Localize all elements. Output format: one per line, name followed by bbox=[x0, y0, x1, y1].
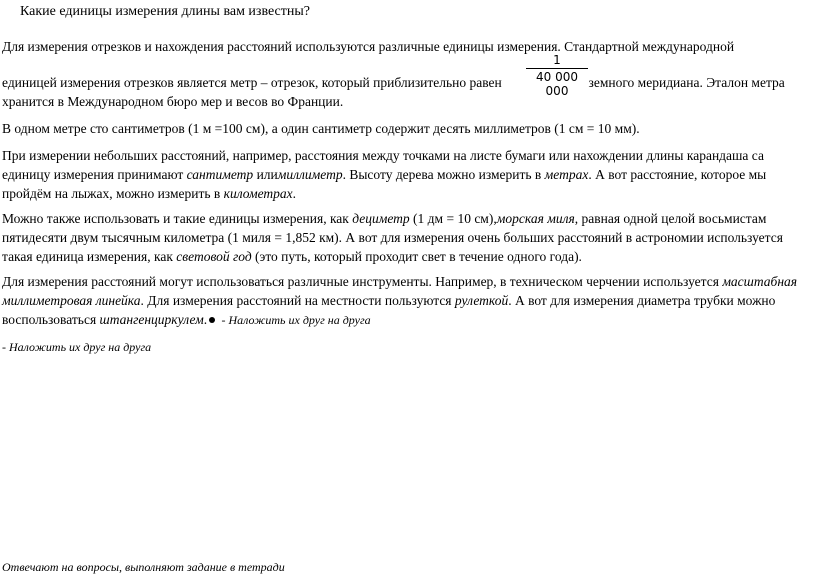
paragraph-meter-line2 bbox=[0, 73, 814, 92]
p3-text-b: или bbox=[253, 167, 278, 182]
term-meters: метрах bbox=[544, 167, 589, 182]
fraction-denominator: 40 000 000 bbox=[536, 70, 578, 98]
p4-text-d: (это путь, который проходит свет в течение одного года). bbox=[251, 249, 582, 264]
p3-text-e: . bbox=[292, 186, 297, 201]
paragraph-meter-line1: Для измерения отрезков и нахождения расстояний используются различные единицы измерения. Стандартной международной bbox=[2, 39, 735, 54]
paragraph-other-units bbox=[0, 209, 814, 266]
term-kilometers: километрах bbox=[223, 186, 293, 201]
term-millimeter: миллиметр bbox=[277, 167, 343, 182]
meter-text-b: земного меридиана. Эталон метра bbox=[588, 75, 785, 90]
p5-text-a: Для измерения расстояний могут использоваться различные инструменты. Например, в техническом черчении используется bbox=[2, 274, 723, 289]
term-tape-measure: рулеткой bbox=[454, 293, 509, 308]
question-title: Какие единицы измерения длины вам известны? bbox=[20, 4, 310, 19]
bullet-icon bbox=[209, 317, 215, 323]
p3-text-d: . А вот расстояние, которое мы пройдём на лыжах, можно измерить в bbox=[2, 167, 767, 201]
p4-text-a: Можно также использовать и такие единицы измерения, как bbox=[2, 211, 353, 226]
p3-text-a: При измерении небольших расстояний, например, расстояния между точками на листе бумаги или нахождении длины карандаша са единицу измерения принимают bbox=[2, 148, 764, 182]
instruction-note: - Наложить их друг на друга bbox=[221, 313, 371, 327]
fraction-bar bbox=[526, 68, 588, 69]
term-light-year: световой год bbox=[176, 249, 252, 264]
paragraph-instruments bbox=[0, 272, 814, 330]
p4-text-c: , равная одной целой восьмистам пятидесяти двум тысячным километра (1 миля = 1,852 км). А вот для измерения очень больших расстояний в астрономии используется такая единица измерения, как bbox=[2, 211, 783, 264]
p4-text-b: (1 дм = 10 см), bbox=[409, 211, 497, 226]
p5-text-b: . Для измерения расстояний на местности пользуются bbox=[140, 293, 455, 308]
fraction-numerator: 1 bbox=[553, 53, 561, 67]
paragraph-small-distances bbox=[0, 146, 814, 203]
term-nautical-mile: морская миля bbox=[496, 211, 575, 226]
footer-note: Отвечают на вопросы, выполняют задание в тетради bbox=[2, 560, 285, 574]
meter-text-a: единицей измерения отрезков является метр – отрезок, который приблизительно равен bbox=[2, 75, 502, 90]
p5-text-c: . А вот для измерения диаметра трубки можно воспользоваться bbox=[2, 293, 776, 327]
term-decimeter: дециметр bbox=[352, 211, 410, 226]
term-centimeter: сантиметр bbox=[186, 167, 254, 182]
term-ruler: масштабная миллиметровая линейка bbox=[2, 274, 798, 308]
paragraph-meter-line3: хранится в Международном бюро мер и весов во Франции. bbox=[2, 94, 344, 109]
term-caliper: штангенциркулем bbox=[99, 312, 204, 327]
p5-text-d: . bbox=[203, 312, 208, 327]
instruction-note-2: - Наложить их друг на друга bbox=[2, 340, 152, 354]
p3-text-c: . Высоту дерева можно измерить в bbox=[342, 167, 545, 182]
paragraph-centimeters: В одном метре сто сантиметров (1 м =100 см), а один сантиметр содержит десять миллиметров (1 см = 10 мм). bbox=[2, 121, 640, 136]
